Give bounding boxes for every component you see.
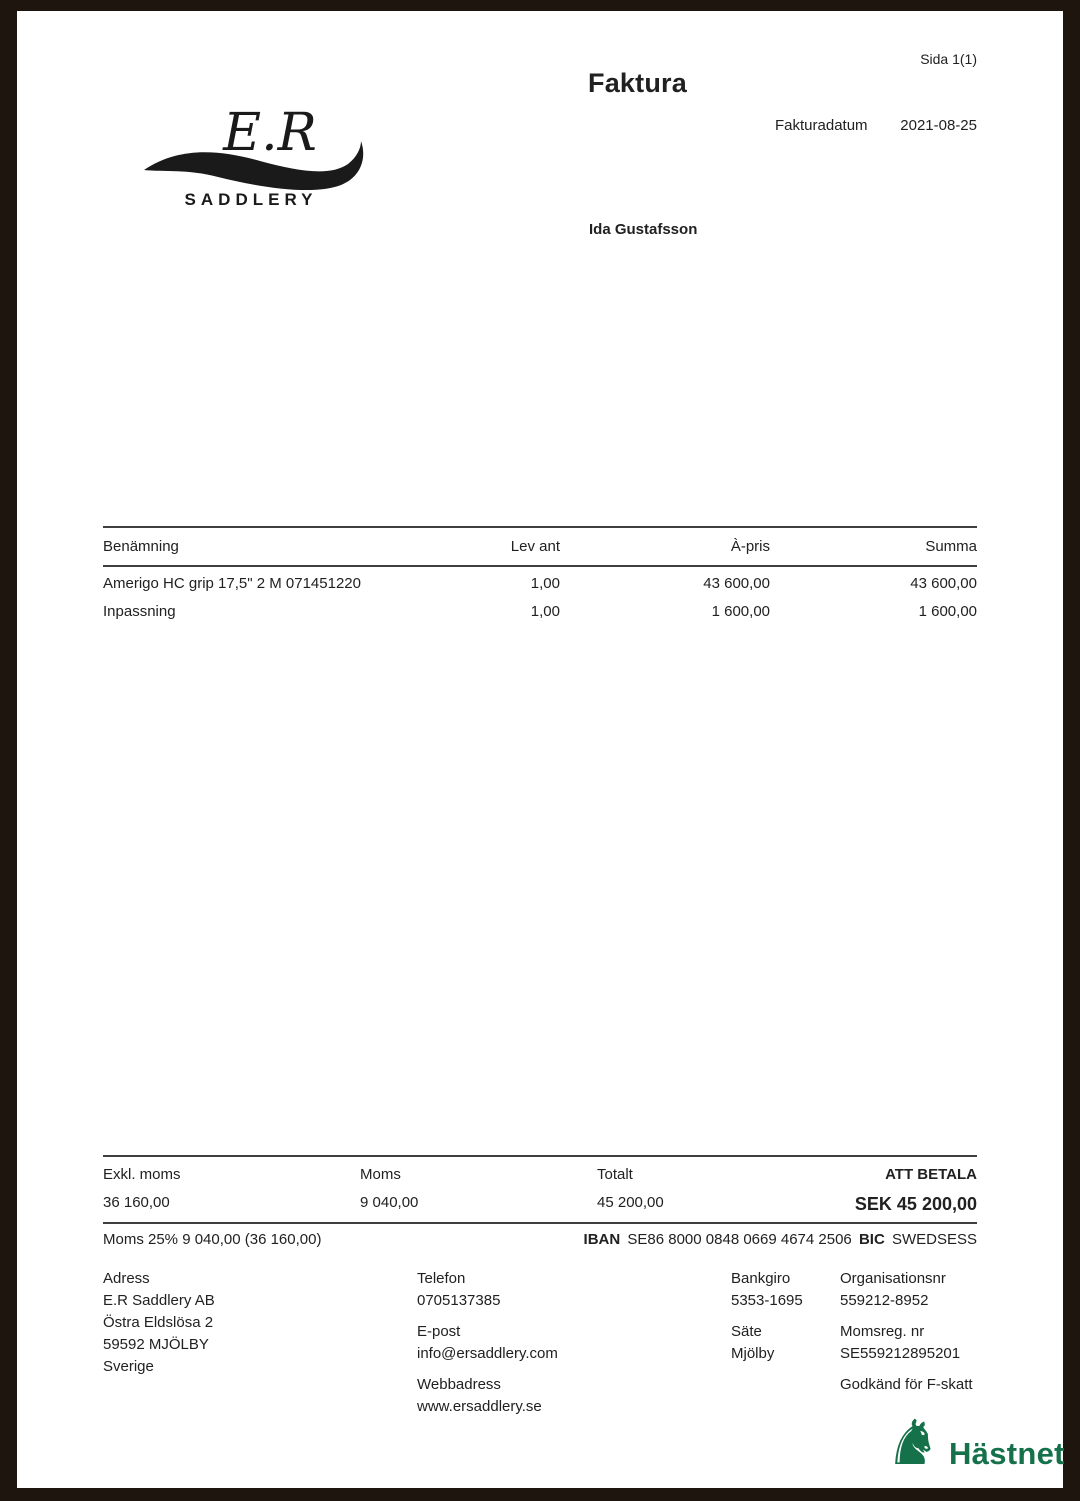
item-unit-price: 43 600,00 <box>703 575 770 592</box>
bic-label: BIC <box>858 1231 885 1248</box>
seat-value: Mjölby <box>731 1345 775 1362</box>
invoice-page <box>17 11 1063 1488</box>
table-header-row <box>103 538 977 555</box>
vatreg-value: SE559212895201 <box>840 1345 961 1362</box>
vat-iban-row <box>103 1231 977 1248</box>
orgnr-value: 559212-8952 <box>840 1292 929 1309</box>
bankgiro-group <box>731 1268 803 1312</box>
web-group <box>417 1374 558 1418</box>
totals-section <box>103 1155 977 1265</box>
orgnr-label: Organisationsnr <box>840 1270 946 1287</box>
logo-subtitle-glyph: SADDLERY <box>184 190 318 209</box>
invoice-date-label: Fakturadatum <box>775 117 868 134</box>
item-qty: 1,00 <box>530 575 560 592</box>
address-line: 59592 MJÖLBY <box>103 1336 209 1353</box>
address-line: Östra Eldslösa 2 <box>103 1314 214 1331</box>
vatreg-label: Momsreg. nr <box>840 1323 925 1340</box>
horse-head-icon: ♞ <box>885 1406 941 1479</box>
col-header-name: Benämning <box>103 538 179 555</box>
phone-label: Telefon <box>417 1270 466 1287</box>
col-header-unit-price: À-pris <box>730 538 770 555</box>
invoice-date-value: 2021-08-25 <box>900 117 977 134</box>
phone-value: 0705137385 <box>417 1292 501 1309</box>
brand-name: Hästnet <box>949 1436 1065 1471</box>
address-column <box>103 1268 215 1378</box>
table-header-rule <box>103 565 977 567</box>
to-pay-label: ATT BETALA <box>885 1166 977 1183</box>
table-top-rule <box>103 526 977 528</box>
item-qty: 1,00 <box>530 603 560 620</box>
items-table <box>103 526 977 646</box>
item-name: Amerigo HC grip 17,5" 2 M 071451220 <box>103 575 361 592</box>
org-column <box>840 1268 973 1405</box>
address-line: E.R Saddlery AB <box>103 1292 215 1309</box>
totals-top-rule <box>103 1155 977 1157</box>
orgnr-group <box>840 1268 973 1312</box>
hastnet-brand <box>885 1406 1065 1484</box>
item-total: 43 600,00 <box>910 575 977 592</box>
saddlery-logo-icon <box>110 88 375 233</box>
fskatt-group <box>840 1374 973 1396</box>
contact-column <box>417 1268 558 1427</box>
to-pay-value: SEK 45 200,00 <box>854 1194 977 1214</box>
item-unit-price: 1 600,00 <box>711 603 770 620</box>
iban-bic <box>581 1231 977 1248</box>
fskatt-text: Godkänd för F-skatt <box>840 1376 973 1393</box>
page-number: Sida 1(1) <box>920 51 977 67</box>
document-title: Faktura <box>588 68 687 98</box>
seat-label: Säte <box>731 1323 762 1340</box>
bank-column <box>731 1268 803 1374</box>
company-logo <box>110 88 375 233</box>
item-total: 1 600,00 <box>918 603 977 620</box>
col-header-sum: Summa <box>925 538 977 555</box>
iban-label: IBAN <box>583 1231 621 1248</box>
email-group <box>417 1321 558 1365</box>
table-row <box>103 575 977 592</box>
vatreg-group <box>840 1321 973 1365</box>
iban-value: SE86 8000 0848 0669 4674 2506 <box>627 1231 852 1248</box>
web-label: Webbadress <box>417 1376 501 1393</box>
bankgiro-label: Bankgiro <box>731 1270 791 1287</box>
vat-label: Moms <box>360 1166 401 1183</box>
excl-vat-label: Exkl. moms <box>103 1166 181 1183</box>
table-row <box>103 603 977 620</box>
excl-vat-value: 36 160,00 <box>103 1194 170 1211</box>
totals-bottom-rule <box>103 1222 977 1224</box>
web-value: www.ersaddlery.se <box>417 1398 542 1415</box>
seat-group <box>731 1321 803 1365</box>
vat-breakdown: Moms 25% 9 040,00 (36 160,00) <box>103 1231 322 1248</box>
totals-value-row <box>103 1194 977 1216</box>
total-value: 45 200,00 <box>597 1194 664 1211</box>
col-header-qty: Lev ant <box>510 538 560 555</box>
address-line: Sverige <box>103 1358 154 1375</box>
customer-name: Ida Gustafsson <box>589 221 698 238</box>
logo-initials-glyph: E.R <box>223 103 317 163</box>
item-name: Inpassning <box>103 603 176 620</box>
bic-value: SWEDSESS <box>891 1231 977 1248</box>
email-value: info@ersaddlery.com <box>417 1345 558 1362</box>
email-label: E-post <box>417 1323 461 1340</box>
total-label: Totalt <box>597 1166 633 1183</box>
bankgiro-value: 5353-1695 <box>731 1292 803 1309</box>
vat-value: 9 040,00 <box>360 1194 419 1211</box>
phone-group <box>417 1268 558 1312</box>
totals-label-row <box>103 1166 977 1184</box>
address-label: Adress <box>103 1270 150 1287</box>
